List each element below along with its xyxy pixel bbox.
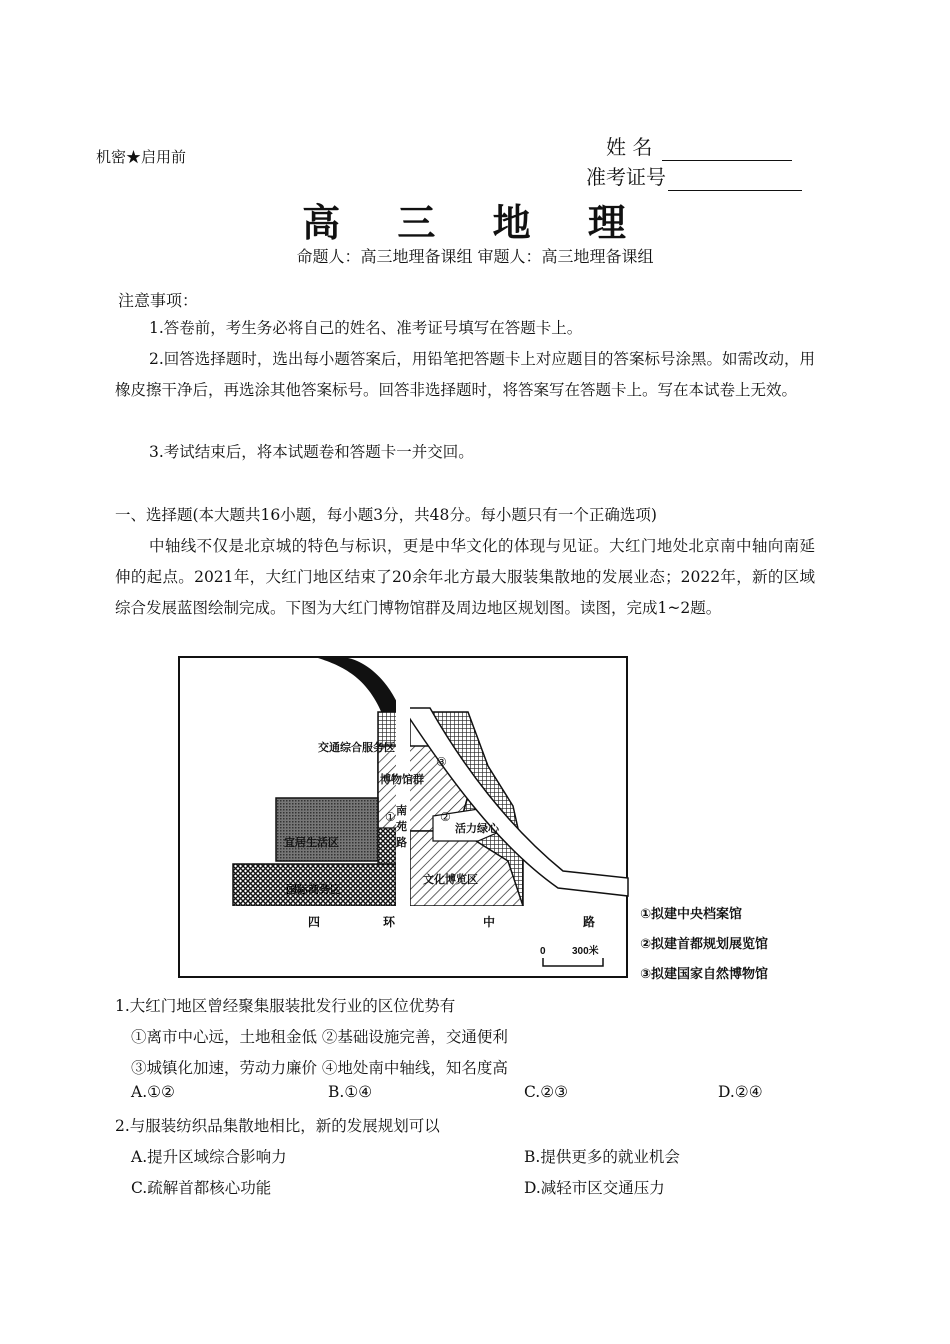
ring-label-4: 路 (583, 915, 596, 929)
ring-label-2: 环 (383, 915, 396, 929)
notice-heading: 注意事项： (118, 291, 199, 310)
label-business: 国际商务区 (286, 884, 341, 896)
map-legend (640, 900, 768, 990)
label-culture: 文化博览区 (423, 874, 478, 886)
notice-item-3: 3.考试结束后，将本试题卷和答题卡一并交回。 (149, 443, 474, 461)
q1-option-c[interactable]: C.②③ (524, 1083, 569, 1101)
label-road-3: 路 (396, 837, 407, 849)
living-zone (276, 798, 378, 861)
exam-id-blank[interactable] (668, 168, 802, 191)
section-intro: 中轴线不仅是北京城的特色与标识，更是中华文化的体现与见证。大红门地处北京南中轴向南延伸的起点。2021年，大红门地区结束了20余年北方最大服装集散地的发展业态；2022年，新的区域综合发展蓝图绘制完成。下图为大红门博物馆群及周边地区规划图。读图，完成1~2题。 (115, 537, 815, 617)
q2-option-b[interactable]: B.提供更多的就业机会 (524, 1148, 680, 1166)
marker-2: ② (440, 810, 451, 824)
q1-option-b[interactable]: B.①④ (328, 1083, 373, 1101)
q2-option-c[interactable]: C.疏解首都核心功能 (131, 1179, 272, 1197)
q2-option-d[interactable]: D.减轻市区交通压力 (524, 1179, 665, 1197)
notice-item-1: 1.答卷前，考生务必将自己的姓名、准考证号填写在答题卡上。 (149, 319, 583, 337)
page-title: 高 三 地 理 (302, 201, 648, 245)
label-traffic: 交通综合服务区 (318, 742, 395, 754)
marker-1: ① (385, 810, 396, 824)
candidate-info (586, 133, 802, 191)
q1-option-a[interactable]: A.①② (131, 1083, 175, 1101)
legend-item-3: ③拟建国家自然博物馆 (640, 967, 769, 982)
label-museum: 博物馆群 (380, 774, 424, 786)
question-2-stem: 2.与服装纺织品集散地相比，新的发展规划可以 (115, 1117, 440, 1135)
legend-item-2: ②拟建首都规划展览馆 (640, 937, 769, 952)
exam-id-label: 准考证号 (586, 165, 666, 189)
confidential-label: 机密★启用前 (96, 148, 187, 166)
label-road-1: 南 (396, 805, 407, 817)
q2-option-a[interactable]: A.提升区域综合影响力 (131, 1148, 287, 1166)
svg-text:0: 0 (540, 946, 546, 957)
ring-label-3: 中 (483, 915, 496, 929)
label-vitality: 活力绿心 (455, 823, 499, 835)
name-blank[interactable] (662, 138, 792, 161)
ring-label-1: 四 (308, 915, 321, 929)
marker-3: ③ (436, 755, 447, 769)
q1-option-d[interactable]: D.②④ (718, 1083, 763, 1101)
label-road-2: 苑 (396, 821, 407, 833)
legend-item-1: ①拟建中央档案馆 (640, 907, 743, 922)
author-line: 命题人：高三地理备课组 审题人：高三地理备课组 (296, 247, 654, 266)
question-1-line-2: ③城镇化加速，劳动力廉价 ④地处南中轴线，知名度高 (131, 1059, 508, 1077)
nanyuan-road (396, 696, 410, 911)
section-heading: 一、选择题(本大题共16小题，每小题3分，共48分。每小题只有一个正确选项) (115, 506, 657, 524)
question-1-line-1: ①离市中心远，土地租金低 ②基础设施完善，交通便利 (131, 1028, 508, 1046)
planning-map (178, 656, 630, 980)
name-label: 姓 名 (606, 135, 653, 159)
notice-item-2: 2.回答选择题时，选出每小题答案后，用铅笔把答题卡上对应题目的答案标号涂黑。如需改动，用橡皮擦干净后，再选涂其他答案标号。回答非选择题时，将答案写在答题卡上。写在本试卷上无效。 (115, 350, 815, 399)
label-living: 宜居生活区 (284, 837, 339, 849)
question-1-stem: 1.大红门地区曾经聚集服装批发行业的区位优势有 (115, 997, 456, 1015)
svg-text:300米: 300米 (572, 946, 599, 957)
